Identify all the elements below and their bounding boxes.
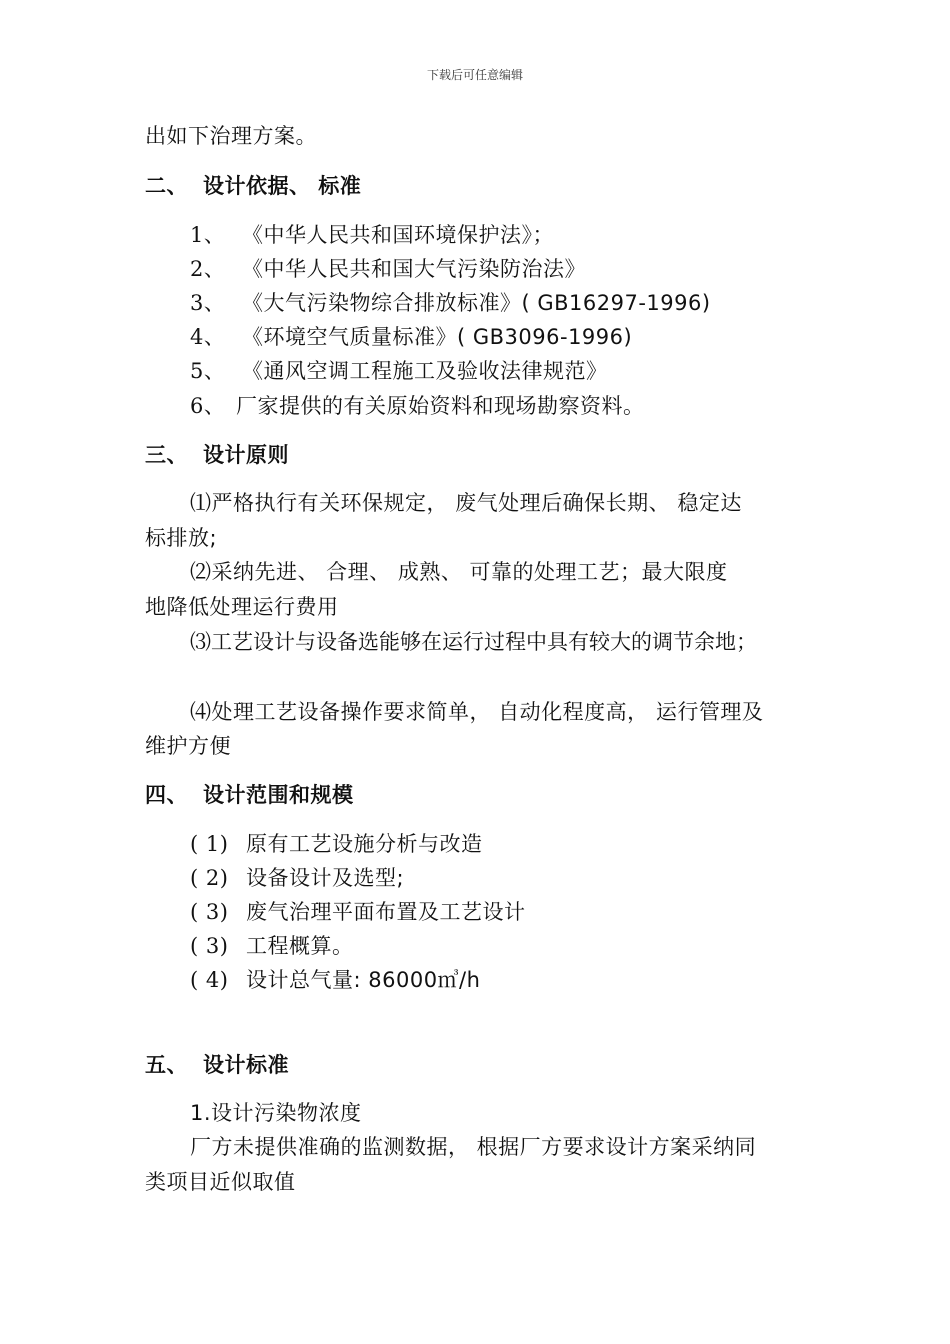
- paragraph-line: 类项目近似取值: [145, 1170, 296, 1194]
- section-heading-5: [145, 1051, 289, 1079]
- list-item: [190, 323, 632, 351]
- header-note: 下载后可任意编辑: [426, 68, 523, 82]
- list-item: [190, 289, 711, 317]
- list-text: 《大气污染物综合排放标准》( GB16297-1996): [242, 291, 711, 315]
- list-number: ( 1): [190, 832, 229, 856]
- section-number: 五、: [145, 1053, 188, 1077]
- list-text: 《中华人民共和国大气污染防治法》: [242, 257, 586, 281]
- section-number: 二、: [145, 174, 188, 198]
- list-text: 工程概算。: [246, 934, 354, 958]
- list-number: ( 3): [190, 900, 229, 924]
- section-number: 三、: [145, 443, 188, 467]
- list-item: [190, 932, 354, 960]
- list-text: 《环境空气质量标准》( GB3096-1996): [242, 325, 633, 349]
- list-text: 设备设计及选型;: [246, 866, 405, 890]
- list-number: ( 3): [190, 934, 229, 958]
- paragraph-line: ⑷处理工艺设备操作要求简单， 自动化程度高， 运行管理及: [190, 700, 764, 724]
- paragraph-line: ⑵采纳先进、 合理、 成熟、 可靠的处理工艺；最大限度: [190, 560, 728, 584]
- section-heading-3: [145, 441, 289, 469]
- paragraph-line: 厂方未提供准确的监测数据， 根据厂方要求设计方案采纳同: [190, 1135, 757, 1159]
- list-number: 4、: [190, 325, 226, 349]
- list-item: [190, 864, 404, 892]
- intro-tail: 出如下治理方案。: [145, 124, 317, 148]
- list-item: [190, 392, 645, 420]
- list-number: 1、: [190, 223, 226, 247]
- paragraph-line: 维护方便: [145, 734, 231, 758]
- list-text: 原有工艺设施分析与改造: [246, 832, 483, 856]
- section-title: 设计范围和规模: [203, 783, 354, 807]
- list-item: [190, 357, 608, 385]
- section-heading-2: [145, 172, 361, 200]
- list-item: [190, 966, 480, 994]
- list-item: [190, 898, 526, 926]
- paragraph-line: ⑴严格执行有关环保规定， 废气处理后确保长期、 稳定达: [190, 491, 742, 515]
- list-text: 废气治理平面布置及工艺设计: [246, 900, 526, 924]
- list-number: 5、: [190, 359, 226, 383]
- list-item: [190, 221, 554, 249]
- paragraph-line: 标排放;: [145, 526, 218, 550]
- list-number: 2、: [190, 257, 226, 281]
- list-number: 3、: [190, 291, 226, 315]
- paragraph-line: ⑶工艺设计与设备选能够在运行过程中具有较大的调节余地；: [190, 630, 757, 654]
- section-number: 四、: [145, 783, 188, 807]
- section-title: 设计依据、 标准: [203, 174, 362, 198]
- paragraph-line: 地降低处理运行费用: [145, 595, 339, 619]
- section-heading-4: [145, 781, 354, 809]
- list-number: 6、: [190, 394, 226, 418]
- list-number: ( 4): [190, 968, 229, 992]
- list-item: [190, 255, 586, 283]
- section-title: 设计原则: [203, 443, 289, 467]
- list-text: 《中华人民共和国环境保护法》；: [242, 223, 554, 247]
- list-text: 《通风空调工程施工及验收法律规范》: [242, 359, 608, 383]
- list-number: ( 2): [190, 866, 229, 890]
- list-text: 厂家提供的有关原始资料和现场勘察资料。: [236, 394, 645, 418]
- list-item: [190, 830, 483, 858]
- section-title: 设计标准: [203, 1053, 289, 1077]
- list-text: 设计总气量: 86000㎥/h: [246, 968, 481, 992]
- subheading: 1.设计污染物浓度: [190, 1101, 362, 1125]
